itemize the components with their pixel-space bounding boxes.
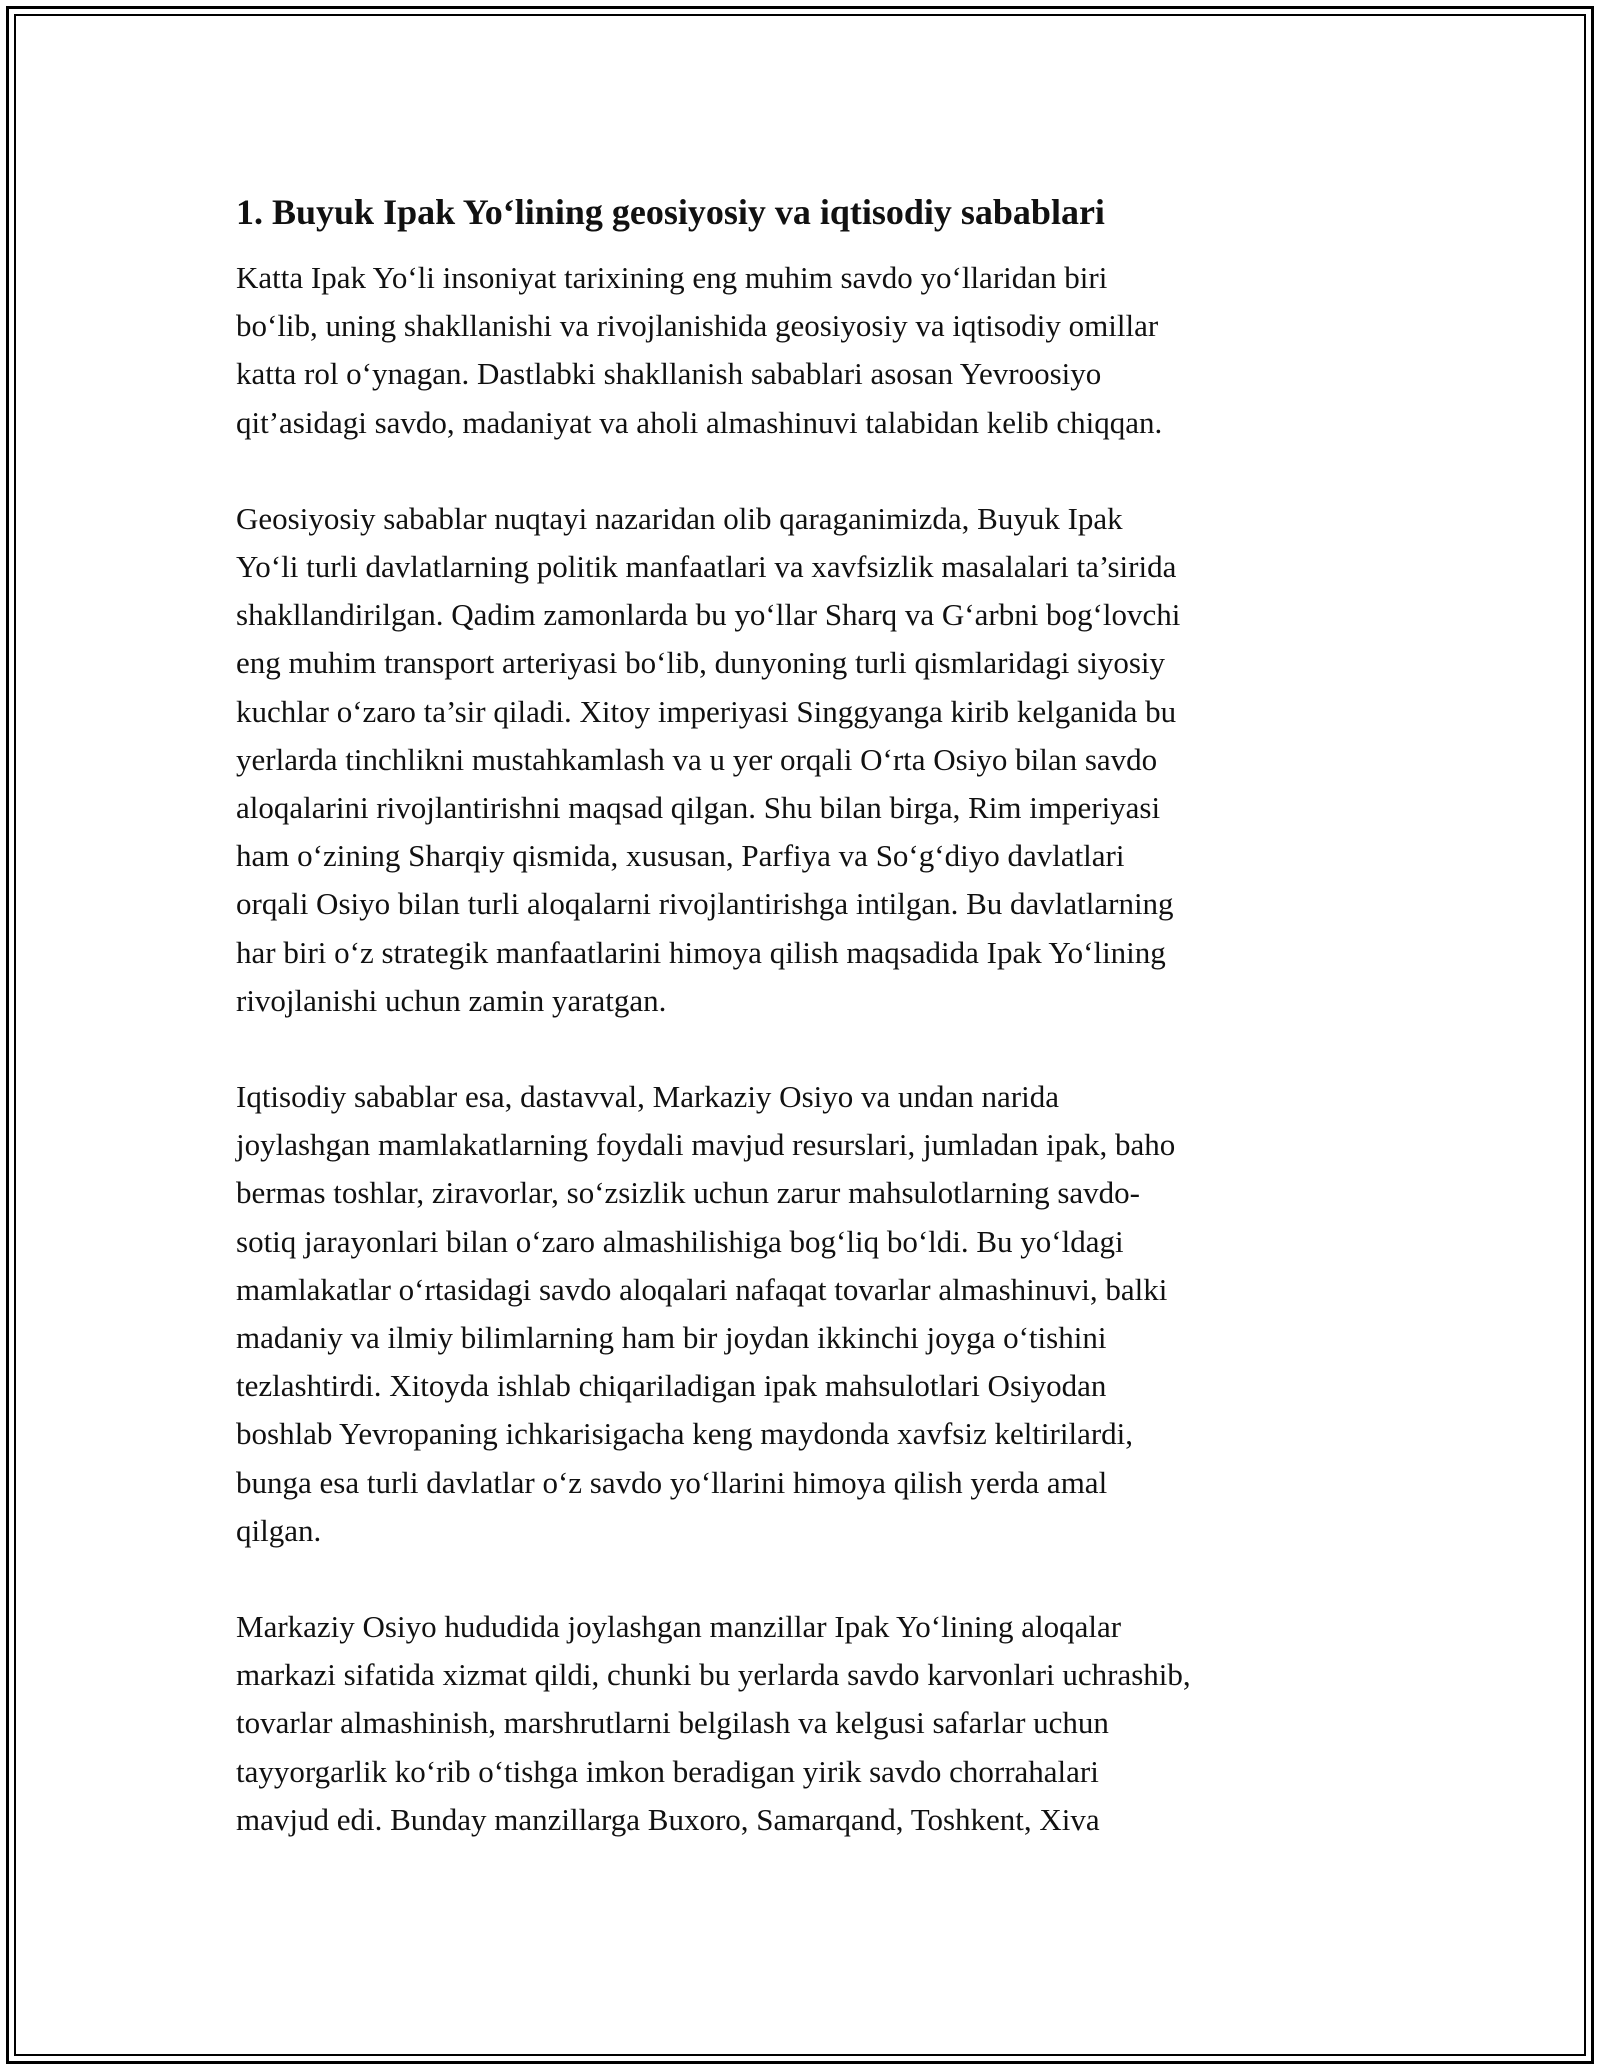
- paragraph-line: tayyorgarlik ko‘rib o‘tishga imkon beradigan yirik savdo chorrahalari: [236, 1753, 1099, 1789]
- paragraph-line: katta rol o‘ynagan. Dastlabki shakllanish sabablari asosan Yevroosiyo: [236, 356, 1102, 392]
- paragraph-line: qilgan.: [236, 1512, 322, 1548]
- paragraph-line: har biri o‘z strategik manfaatlarini himoya qilish maqsadida Ipak Yo‘lining: [236, 934, 1166, 970]
- paragraph-line: joylashgan mamlakatlarning foydali mavjud resurslari, jumladan ipak, baho: [236, 1127, 1176, 1163]
- paragraph-line: bo‘lib, uning shakllanishi va rivojlanishida geosiyosiy va iqtisodiy omillar: [236, 308, 1159, 344]
- paragraph-line: mamlakatlar o‘rtasidagi savdo aloqalari nafaqat tovarlar almashinuvi, balki: [236, 1271, 1168, 1307]
- paragraph-line: bunga esa turli davlatlar o‘z savdo yo‘llarini himoya qilish yerda amal: [236, 1464, 1108, 1500]
- paragraph-line: tovarlar almashinish, marshrutlarni belgilash va kelgusi safarlar uchun: [236, 1705, 1109, 1741]
- paragraph-economic: [236, 1073, 1376, 1555]
- paragraph-line: boshlab Yevropaning ichkarisigacha keng maydonda xavfsiz keltirilardi,: [236, 1416, 1134, 1452]
- paragraph-intro: [236, 254, 1376, 447]
- paragraph-line: shakllandirilgan. Qadim zamonlarda bu yo‘llar Sharq va G‘arbni bog‘lovchi: [236, 597, 1181, 633]
- paragraph-line: markazi sifatida xizmat qildi, chunki bu yerlarda savdo karvonlari uchrashib,: [236, 1657, 1191, 1693]
- paragraph-line: qit’asidagi savdo, madaniyat va aholi almashinuvi talabidan kelib chiqqan.: [236, 404, 1163, 440]
- paragraph-line: Markaziy Osiyo hududida joylashgan manzillar Ipak Yo‘lining aloqalar: [236, 1609, 1122, 1645]
- paragraph-line: kuchlar o‘zaro ta’sir qiladi. Xitoy imperiyasi Singgyanga kirib kelganida bu: [236, 693, 1177, 729]
- paragraph-line: sotiq jarayonlari bilan o‘zaro almashilishiga bog‘liq bo‘ldi. Bu yo‘ldagi: [236, 1223, 1124, 1259]
- paragraph-line: Katta Ipak Yo‘li insoniyat tarixining eng muhim savdo yo‘llaridan biri: [236, 260, 1108, 295]
- section-heading: 1. Buyuk Ipak Yo‘lining geosiyosiy va iqtisodiy sabablari: [236, 192, 1105, 232]
- paragraph-central-asia: [236, 1603, 1376, 1844]
- paragraph-line: Yo‘li turli davlatlarning politik manfaatlari va xavfsizlik masalalari ta’sirida: [236, 549, 1177, 585]
- paragraph-line: yerlarda tinchlikni mustahkamlash va u yer orqali O‘rta Osiyo bilan savdo: [236, 741, 1158, 777]
- paragraph-line: eng muhim transport arteriyasi bo‘lib, dunyoning turli qismlaridagi siyosiy: [236, 645, 1166, 681]
- paragraph-line: aloqalarini rivojlantirishni maqsad qilgan. Shu bilan birga, Rim imperiyasi: [236, 790, 1161, 826]
- paragraph-line: orqali Osiyo bilan turli aloqalarni rivojlantirishga intilgan. Bu davlatlarning: [236, 886, 1174, 922]
- paragraph-line: bermas toshlar, ziravorlar, so‘zsizlik uchun zarur mahsulotlarning savdo-: [236, 1175, 1140, 1211]
- paragraph-line: ham o‘zining Sharqiy qismida, xususan, Parfiya va So‘g‘diyo davlatlari: [236, 838, 1125, 874]
- document-body: [236, 188, 1376, 1892]
- paragraph-line: rivojlanishi uchun zamin yaratgan.: [236, 982, 667, 1018]
- paragraph-geopolitical: [236, 495, 1376, 1025]
- paragraph-line: Iqtisodiy sabablar esa, dastavval, Markaziy Osiyo va undan narida: [236, 1079, 1059, 1115]
- paragraph-line: mavjud edi. Bunday manzillarga Buxoro, Samarqand, Toshkent, Xiva: [236, 1801, 1100, 1837]
- paragraph-line: tezlashtirdi. Xitoyda ishlab chiqariladigan ipak mahsulotlari Osiyodan: [236, 1368, 1107, 1404]
- paragraph-line: Geosiyosiy sabablar nuqtayi nazaridan olib qaraganimizda, Buyuk Ipak: [236, 500, 1123, 536]
- paragraph-line: madaniy va ilmiy bilimlarning ham bir joydan ikkinchi joyga o‘tishini: [236, 1320, 1107, 1356]
